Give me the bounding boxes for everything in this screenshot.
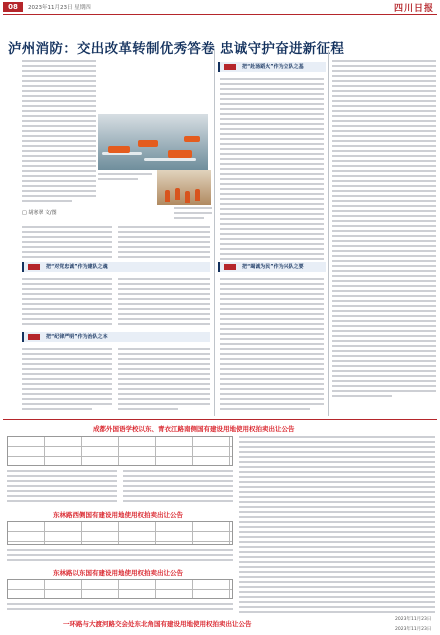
- article-headline: 泸州消防：交出改革转制优秀答卷 忠诚守护奋进新征程: [8, 41, 345, 57]
- notice-text: [7, 470, 117, 505]
- second-photo-caption: [174, 207, 212, 222]
- notice-text: [7, 603, 233, 613]
- body-text: [118, 348, 210, 413]
- body-text: [22, 226, 112, 261]
- section-heading: 把“赴汤蹈火”作为立队之基: [218, 62, 326, 72]
- section-heading: 把“竭诚为民”作为兴队之要: [218, 262, 326, 272]
- newspaper-logo: 四川日报: [393, 4, 434, 14]
- body-text: [220, 278, 324, 413]
- body-text: [118, 226, 210, 261]
- intro-text: [22, 60, 96, 205]
- article-byline: □ 胡寒翠 文/图: [22, 210, 57, 216]
- rescue-boats-photo: [98, 114, 208, 170]
- notice-text: [7, 549, 233, 564]
- column-rule: [214, 50, 215, 416]
- body-text: [118, 278, 210, 328]
- notices-section: [3, 419, 437, 633]
- notice-title: 东林路西侧国有建设用地使用权拍卖出让公告: [53, 511, 183, 519]
- notice-date: 2023年11月23日: [395, 627, 432, 632]
- body-text: [22, 348, 112, 413]
- notice-date: 2023年11月23日: [395, 617, 432, 622]
- notice-text: [239, 436, 435, 616]
- masthead-rule: [3, 14, 437, 15]
- section-marker-icon: [28, 264, 40, 270]
- section-heading: 把“纪律严明”作为治队之本: [22, 332, 210, 342]
- body-text: [22, 278, 112, 328]
- issue-date: 2023年11月23日 星期四: [28, 5, 91, 11]
- notice-title: 成都外国语学校以东、青衣江路南侧国有建设用地使用权拍卖出让公告: [93, 425, 295, 433]
- section-marker-icon: [224, 264, 236, 270]
- notice-title: 东林路以东国有建设用地使用权拍卖出让公告: [53, 569, 183, 577]
- notice-table: [7, 579, 233, 599]
- column-rule: [328, 50, 329, 416]
- section-heading: 把“对党忠诚”作为建队之魂: [22, 262, 210, 272]
- main-photo-caption: [98, 173, 152, 183]
- masthead: [0, 0, 440, 15]
- notice-table: [7, 436, 233, 466]
- body-text: [220, 78, 324, 268]
- section-marker-icon: [28, 334, 40, 340]
- section-marker-icon: [224, 64, 236, 70]
- firefighters-photo: [157, 170, 211, 205]
- page-number: 08: [3, 2, 23, 12]
- notice-text: [123, 470, 233, 505]
- notice-table: [7, 521, 233, 545]
- notice-title: 一环路与大渡河路交会处东北角国有建设用地使用权拍卖出让公告: [63, 620, 252, 628]
- body-text: [332, 60, 436, 400]
